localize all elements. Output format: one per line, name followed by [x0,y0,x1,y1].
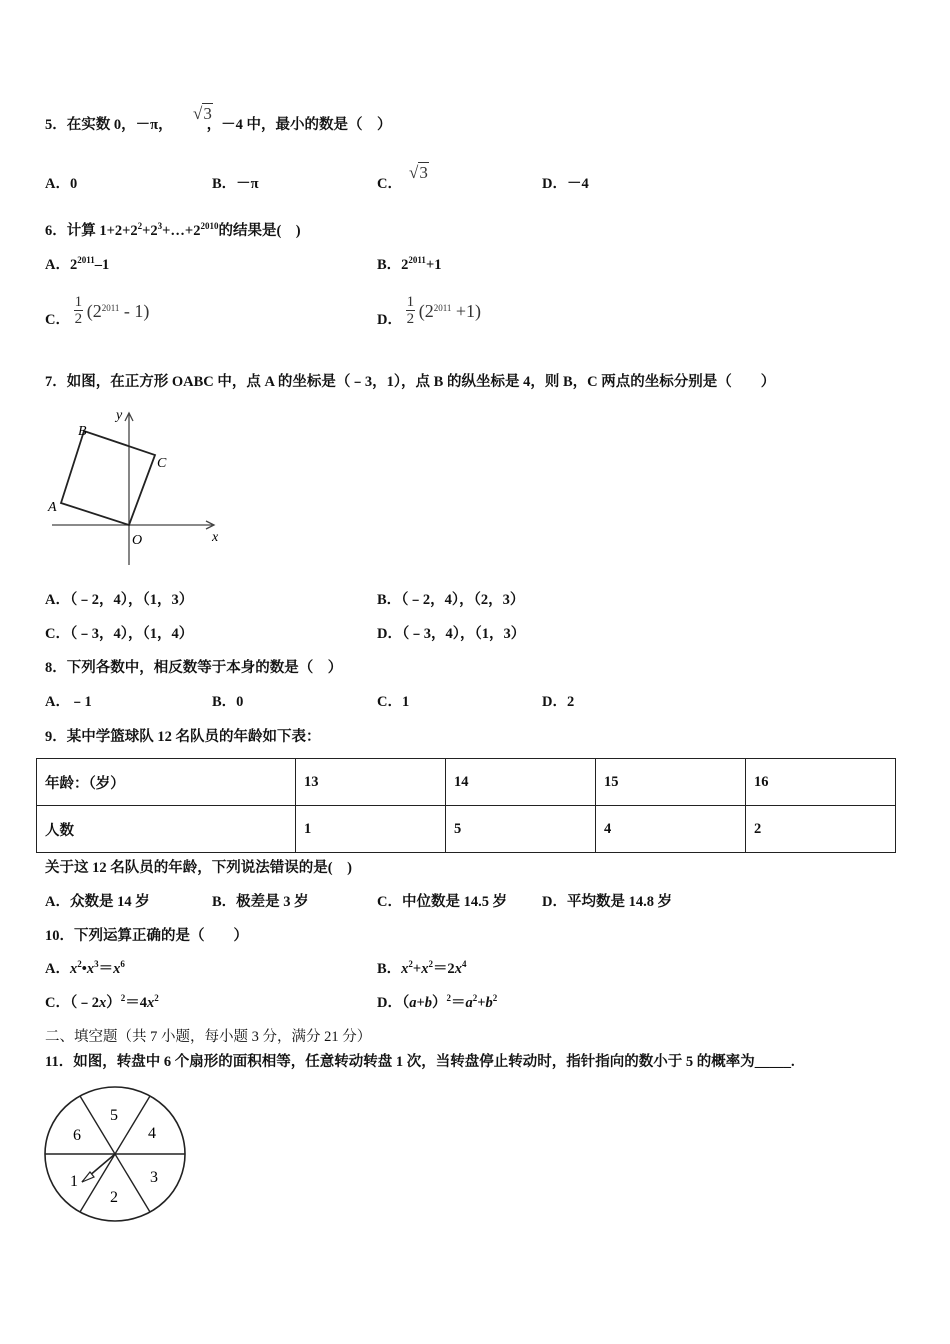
q7-option-a[interactable]: A．（﹣2，4），（1，3） [45,592,194,608]
q9-option-d[interactable]: D．平均数是 14.8 岁 [542,894,673,910]
table-cell: 4 [596,806,746,853]
fraction-half: $\frac{1}{2}$ [74,294,83,328]
q9-stem: 9．某中学篮球队 12 名队员的年龄如下表： [45,729,321,745]
q9-option-a[interactable]: A．众数是 14 岁 [45,894,150,910]
label-o: O [132,533,143,548]
table-cell: 1 [296,806,446,853]
fraction-half: $\frac{1}{2}$ [406,294,415,328]
table-cell: 14 [446,759,596,806]
spinner-figure [40,1084,192,1230]
q9-question: 关于这 12 名队员的年龄，下列说法错误的是( ) [45,860,352,876]
table-cell: 13 [296,759,446,806]
square-coordinate-figure [44,405,229,570]
q10-option-d[interactable]: D．$(a+b)^2=a^2+b^2$ [377,993,498,1011]
q9-option-b[interactable]: B．极差是 3 岁 [212,894,309,910]
q6-stem: 6．计算 $1+2+2^2+2^3+\dots+2^{2010}$的结果是( ) [45,221,301,239]
q10-option-c[interactable]: C．$(﹣2x)^2=4x^2$ [45,993,159,1011]
q5-option-b[interactable]: B．－π [212,176,259,192]
table-cell: 2 [746,806,896,853]
square-oabc [61,431,155,525]
label-y: y [116,408,123,423]
table-row [37,759,896,806]
q8-option-b[interactable]: B．0 [212,694,244,710]
sector-label: 1 [70,1173,78,1190]
q5-sqrt3: √3 [193,104,212,123]
q6-option-b[interactable]: B．$2^{2011}+1$ [377,255,442,273]
sector-label: 6 [73,1127,81,1144]
table-cell: 15 [596,759,746,806]
sector-label: 3 [150,1169,158,1186]
age-table [36,758,896,853]
q8-option-c[interactable]: C．1 [377,694,410,710]
q7-stem: 7．如图，在正方形 OABC 中，点 A 的坐标是（﹣3，1），点 B 的纵坐标是 4，则 B，C 两点的坐标分别是（ ） [45,374,776,390]
q11-stem: 11．如图，转盘中 6 个扇形的面积相等，任意转动转盘 1 次，当转盘停止转动时，指针指向的数小于 5 的概率为_____. [45,1054,795,1070]
label-c: C [157,456,167,471]
q10-stem: 10．下列运算正确的是（ ） [45,928,248,944]
q10-option-b[interactable]: B．$x^2+x^2=2x^4$ [377,959,467,977]
table-cell: 5 [446,806,596,853]
table-cell: 16 [746,759,896,806]
table-cell: 人数 [37,806,296,853]
q7-option-c[interactable]: C．（﹣3，4），（1，4） [45,626,194,642]
table-row [37,806,896,853]
q5-option-d[interactable]: D．－4 [542,176,589,192]
sector-label: 5 [110,1107,118,1124]
q8-option-d[interactable]: D．2 [542,694,575,710]
q6-option-a[interactable]: A．$2^{2011}-1$ [45,255,110,273]
q5-stem [45,115,391,135]
q9-option-c[interactable]: C．中位数是 14.5 岁 [377,894,508,910]
sector-label: 2 [110,1189,118,1206]
section-2-title: 二、填空题（共 7 小题，每小题 3 分，满分 21 分） [45,1029,372,1045]
q8-stem: 8．下列各数中，相反数等于本身的数是（ ） [45,660,343,676]
q5-stem-post: ，－4 中，最小的数是（ ） [206,117,392,133]
table-cell: 年龄：（岁） [37,759,296,806]
label-a: A [48,500,57,515]
q8-option-a[interactable]: A．﹣1 [45,694,92,710]
q6-option-d[interactable]: D． $\frac{1}{2}$ $(2^{2011} +1)$ [377,294,482,328]
sector-label: 4 [148,1125,156,1142]
q6-option-c[interactable]: C． $\frac{1}{2}$ $(2^{2011} - 1)$ [45,294,150,328]
q10-option-a[interactable]: A．$x^2•x^3=x^6$ [45,959,125,977]
label-x: x [212,530,219,545]
label-b: B [78,424,87,439]
q5-stem-pre: 5．在实数 0，－π， [45,117,173,133]
q5-option-a[interactable]: A．0 [45,176,78,192]
q7-option-d[interactable]: D．（﹣3，4），（1，3） [377,626,526,642]
q7-option-b[interactable]: B．（﹣2，4），（2，3） [377,592,525,608]
q5-option-c-sqrt3: √3 [409,163,428,182]
q5-option-c[interactable]: C． [377,176,402,192]
